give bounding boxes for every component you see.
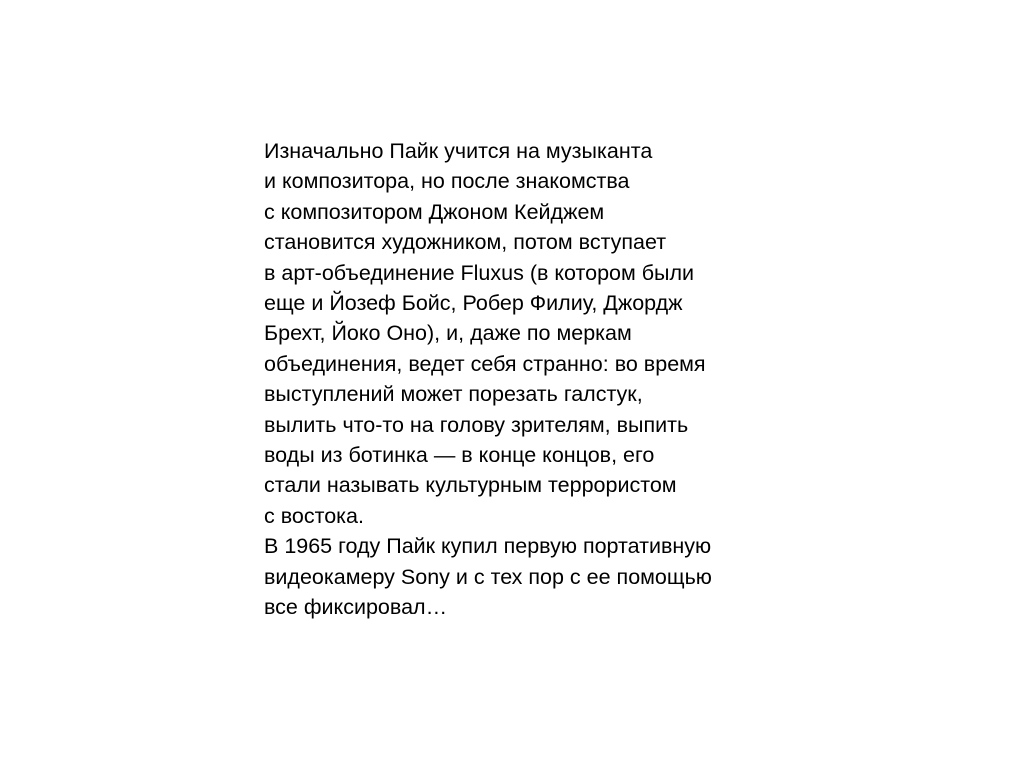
text-line: в арт-объединение Fluxus (в котором были <box>264 260 695 285</box>
text-line: объединения, ведет себя странно: во время <box>264 351 706 376</box>
body-text <box>264 136 804 623</box>
text-line: видеокамеру Sony и с тех пор с ее помощью <box>264 564 712 589</box>
text-line: еще и Йозеф Бойс, Робер Филиу, Джордж <box>264 291 683 316</box>
text-line: все фиксировал… <box>264 595 448 620</box>
text-line: Изначально Пайк учится на музыканта <box>264 139 653 163</box>
text-line: становится художником, потом вступает <box>264 230 667 255</box>
text-line: В 1965 году Пайк купил первую портативную <box>264 534 712 559</box>
text-line: и композитора, но после знакомства <box>264 169 630 194</box>
text-line: стали называть культурным террористом <box>264 473 677 498</box>
text-line: Брехт, Йоко Оно), и, даже по меркам <box>264 321 632 346</box>
text-line: воды из ботинка — в конце концов, его <box>264 443 655 468</box>
text-line: вылить что-то на голову зрителям, выпить <box>264 412 689 437</box>
text-line: с композитором Джоном Кейджем <box>264 199 605 224</box>
text-line: выступлений может порезать галстук, <box>264 382 643 407</box>
text-line: с востока. <box>264 503 364 528</box>
